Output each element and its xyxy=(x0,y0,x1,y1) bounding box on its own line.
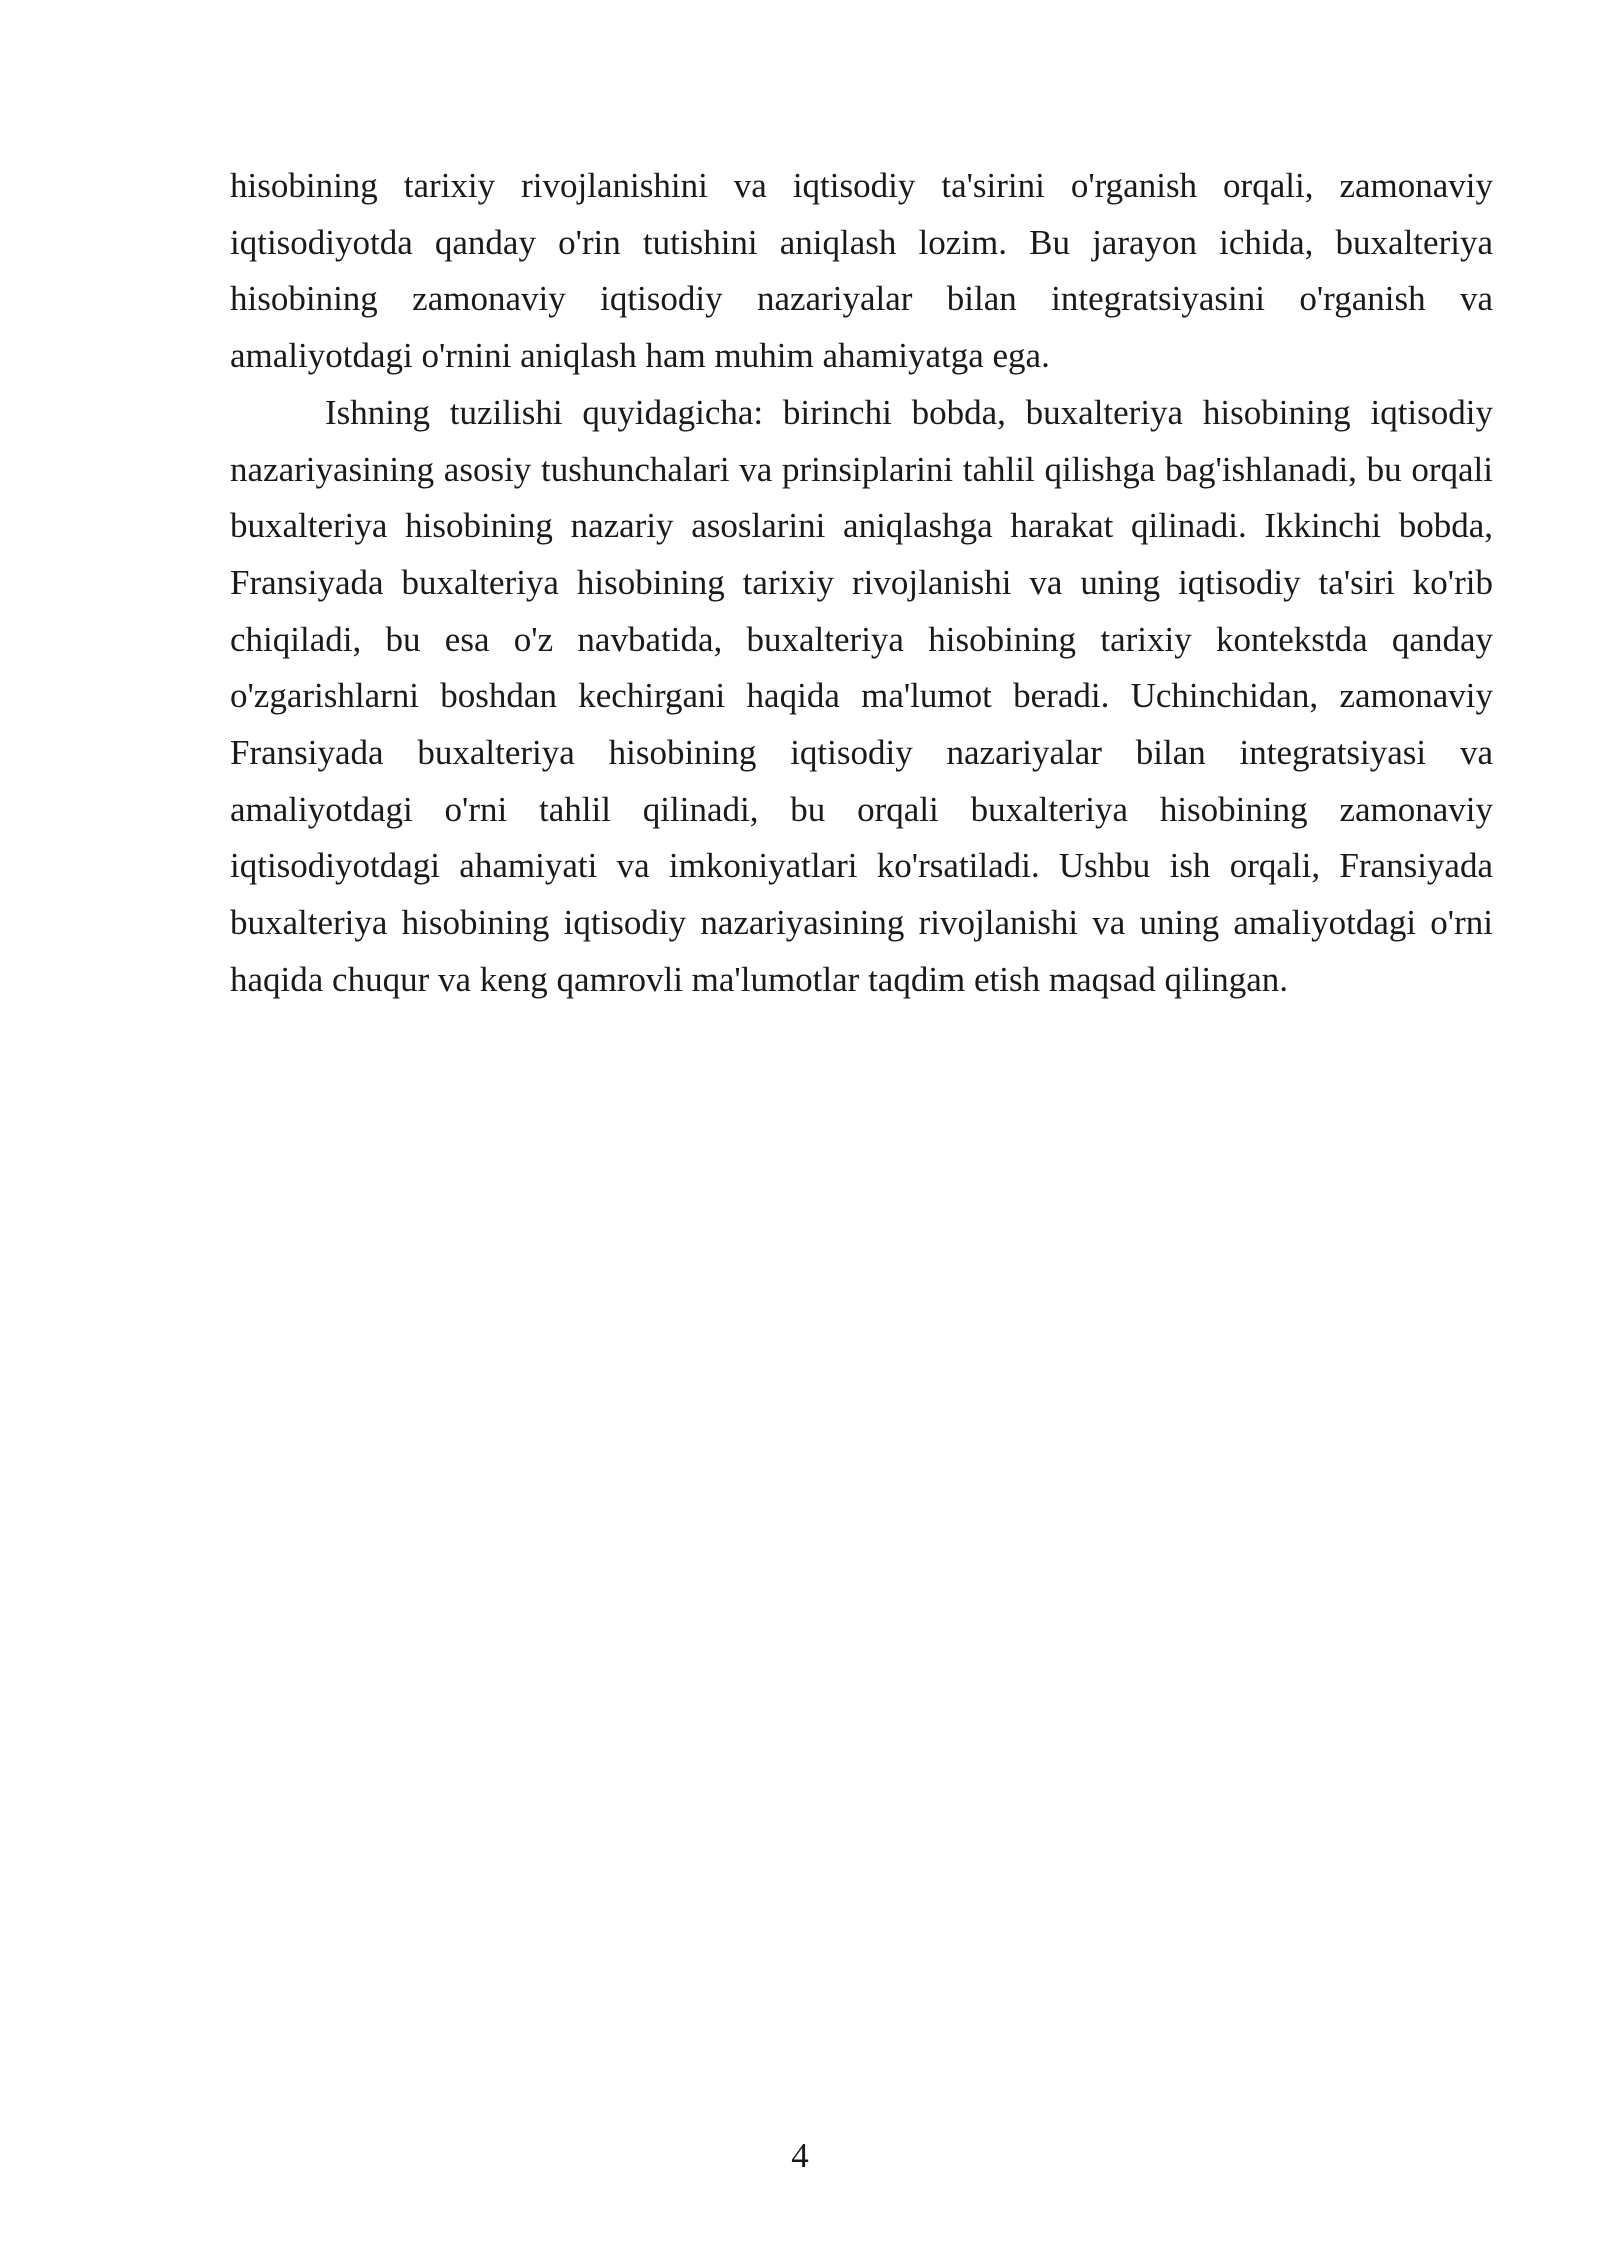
body-text xyxy=(230,158,1493,1009)
page-number: 4 xyxy=(791,2136,809,2175)
paragraph-work-structure: Ishning tuzilishi quyidagicha: birinchi bobda, buxalteriya hisobining iqtisodiy nazariyasining asosiy tushunchalari va prinsiplarini tahlil qilishga bag'ishlanadi, bu orqali buxalteriya hisobining nazariy asoslarini aniqlashga harakat qilinadi. Ikkinchi bobda, Fransiyada buxalteriya hisobining tarixiy rivojlanishi va uning iqtisodiy ta'siri ko'rib chiqiladi, bu esa o'z navbatida, buxalteriya hisobining tarixiy kontekstda qanday o'zgarishlarni boshdan kechirgani haqida ma'lumot beradi. Uchinchidan, zamonaviy Fransiyada buxalteriya hisobining iqtisodiy nazariyalar bilan integratsiyasi va amaliyotdagi o'rni tahlil qilinadi, bu orqali buxalteriya hisobining zamonaviy iqtisodiyotdagi ahamiyati va imkoniyatlari ko'rsatiladi. Ushbu ish orqali, Fransiyada buxalteriya hisobining iqtisodiy nazariyasining rivojlanishi va uning amaliyotdagi o'rni haqida chuqur va keng qamrovli ma'lumotlar taqdim etish maqsad qilingan. xyxy=(230,392,1493,999)
paragraph-continuation: hisobining tarixiy rivojlanishini va iqtisodiy ta'sirini o'rganish orqali, zamonaviy iqtisodiyotda qanday o'rin tutishini aniqlash lozim. Bu jarayon ichida, buxalteriya hisobining zamonaviy iqtisodiy nazariyalar bilan integratsiyasini o'rganish va amaliyotdagi o'rnini aniqlash ham muhim ahamiyatga ega. xyxy=(230,166,1493,376)
